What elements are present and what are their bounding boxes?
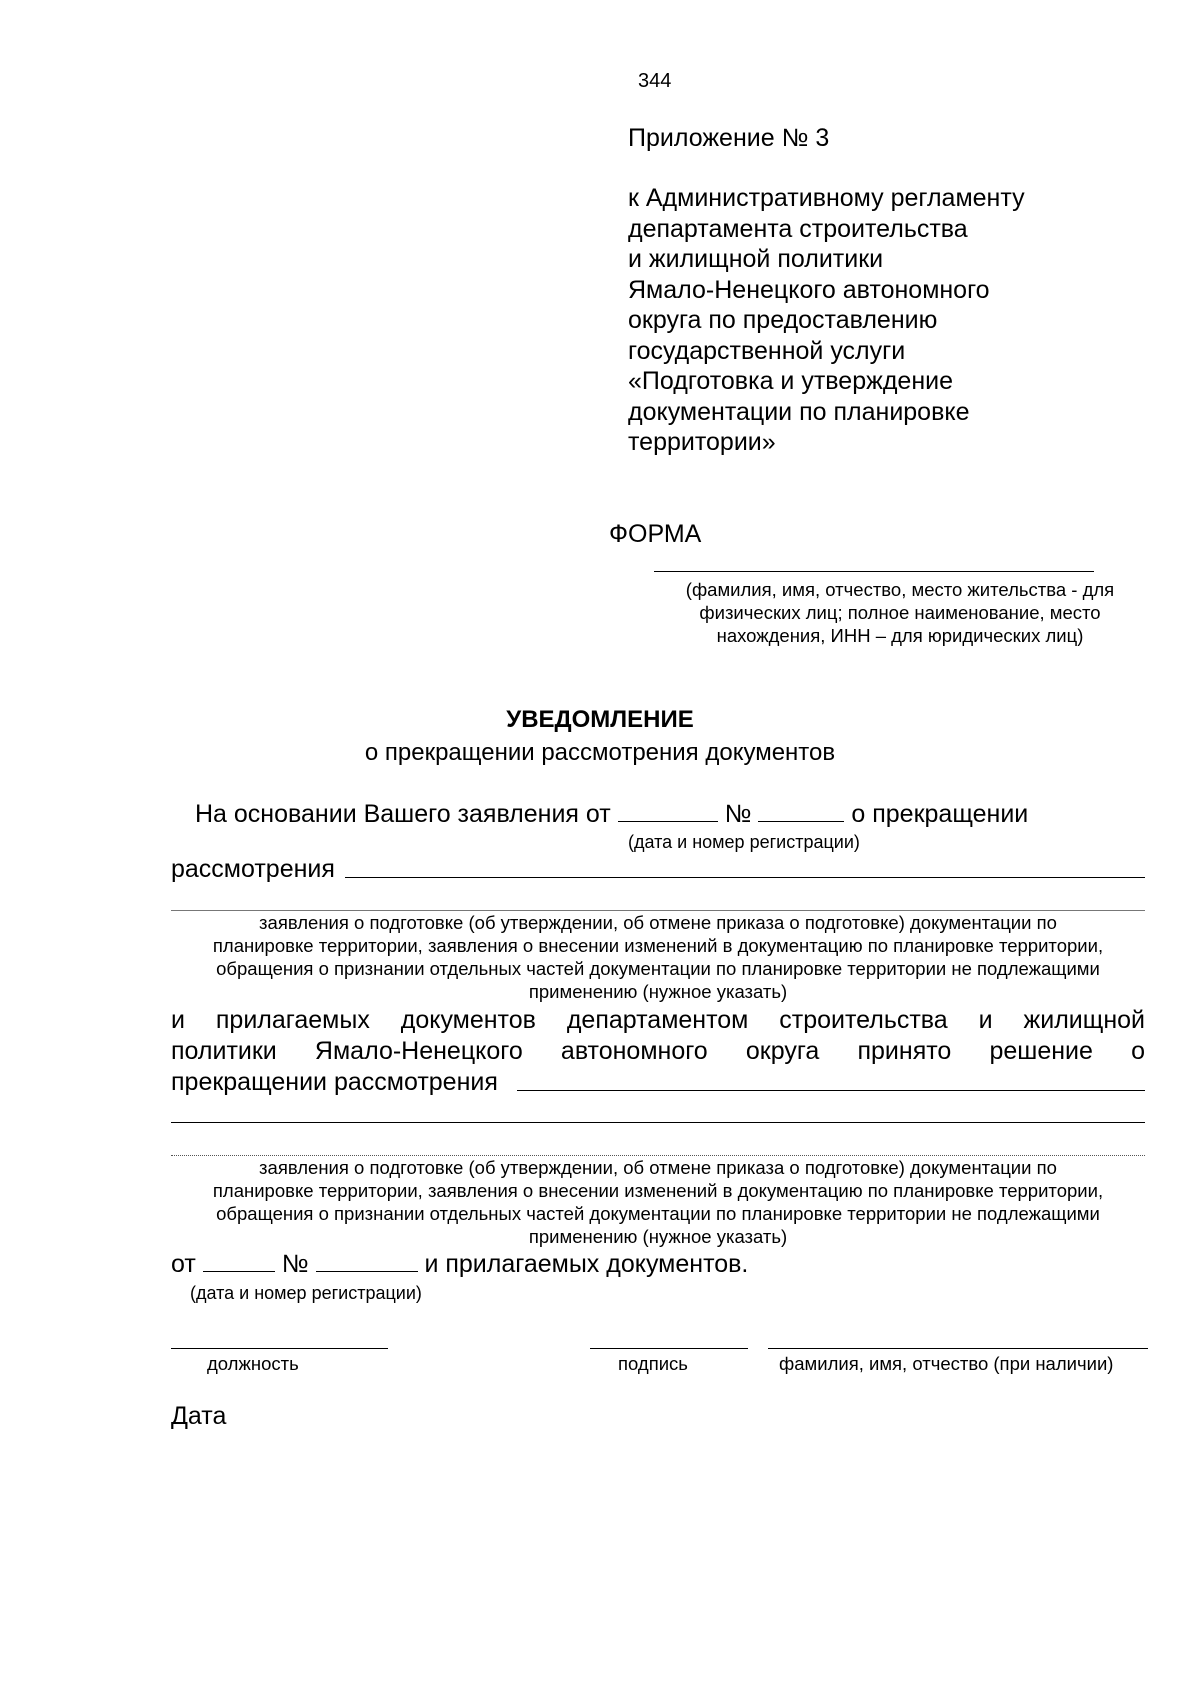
- form-label: ФОРМА: [609, 520, 702, 548]
- appendix-line: «Подготовка и утверждение: [628, 367, 953, 395]
- note-line: применению (нужное указать): [528, 981, 788, 1002]
- signature-line[interactable]: [590, 1348, 748, 1349]
- full-name-line[interactable]: [768, 1348, 1148, 1349]
- decision-fill-line[interactable]: [517, 1090, 1145, 1091]
- appendix-line: департамента строительства: [628, 214, 968, 243]
- number-sign: №: [281, 1250, 309, 1278]
- note-line: планировке территории, заявления о внесении изменений в документацию по планировке территории,: [212, 935, 1104, 956]
- appendix-line: Ямало-Ненецкого автономного: [628, 275, 990, 304]
- appendix-line: территории»: [628, 428, 776, 456]
- decision-fill-line-2[interactable]: [171, 1122, 1145, 1123]
- note-line: заявления о подготовке (об утверждении, об отмене приказа о подготовке) документации по: [259, 1157, 1057, 1178]
- registration-caption: (дата и номер регистрации): [628, 832, 860, 852]
- from-text: от: [171, 1250, 196, 1278]
- intro-text: На основании Вашего заявления от: [195, 800, 611, 828]
- appendix-line: к Административному регламенту: [628, 184, 1025, 212]
- applicant-caption-line: нахождения, ИНН – для юридических лиц): [716, 625, 1084, 646]
- statement-number-blank[interactable]: [758, 801, 844, 822]
- appendix-title: Приложение № 3: [628, 124, 830, 152]
- full-name-label: фамилия, имя, отчество (при наличии): [779, 1353, 1114, 1374]
- from-tail: и прилагаемых документов.: [424, 1250, 749, 1278]
- decision-paragraph: [171, 1005, 1145, 1098]
- from-line: [171, 1250, 748, 1279]
- registration-caption-2: (дата и номер регистрации): [190, 1283, 422, 1303]
- statement-type-note-2: [171, 1156, 1145, 1248]
- from-number-blank[interactable]: [316, 1251, 418, 1272]
- statement-type-note: [171, 911, 1145, 1003]
- from-date-blank[interactable]: [203, 1251, 275, 1272]
- note-line: обращения о признании отдельных частей документации по планировке территории не подлежащими: [216, 1203, 1100, 1224]
- decision-line: политики Ямало-Ненецкого автономного округа принято решение о: [171, 1037, 1145, 1065]
- note-line: заявления о подготовке (об утверждении, об отмене приказа о подготовке) документации по: [259, 912, 1057, 933]
- position-label: должность: [207, 1353, 299, 1374]
- applicant-caption-line: физических лиц; полное наименование, место: [699, 602, 1101, 623]
- statement-date-blank[interactable]: [618, 801, 718, 822]
- signature-label: подпись: [618, 1353, 688, 1374]
- decision-line: и прилагаемых документов департаментом строительства и жилищной: [171, 1006, 1145, 1034]
- number-sign: №: [724, 800, 752, 828]
- intro-line: [195, 800, 1028, 829]
- applicant-caption: [650, 578, 1150, 647]
- note-line: планировке территории, заявления о внесении изменений в документацию по планировке территории,: [212, 1180, 1104, 1201]
- appendix-line: государственной услуги: [628, 336, 906, 365]
- document-title: УВЕДОМЛЕНИЕ: [506, 706, 694, 733]
- intro-text-end: о прекращении: [851, 800, 1029, 828]
- page-number: 344: [638, 70, 672, 92]
- note-line: применению (нужное указать): [528, 1226, 788, 1247]
- appendix-line: и жилищной политики: [628, 245, 884, 273]
- appendix-line: округа по предоставлению: [628, 306, 938, 334]
- applicant-fill-line: [654, 571, 1094, 572]
- note-line: обращения о признании отдельных частей документации по планировке территории не подлежащими: [216, 958, 1100, 979]
- applicant-caption-line: (фамилия, имя, отчество, место жительства - для: [685, 579, 1115, 600]
- position-line[interactable]: [171, 1348, 388, 1349]
- review-fill-line[interactable]: [345, 877, 1145, 878]
- date-label: Дата: [171, 1402, 227, 1430]
- appendix-reference: [628, 183, 1098, 458]
- document-subtitle: о прекращении рассмотрения документов: [364, 739, 836, 766]
- decision-line: прекращении рассмотрения: [171, 1068, 498, 1096]
- appendix-line: документации по планировке: [628, 397, 970, 426]
- review-word: рассмотрения: [171, 855, 335, 883]
